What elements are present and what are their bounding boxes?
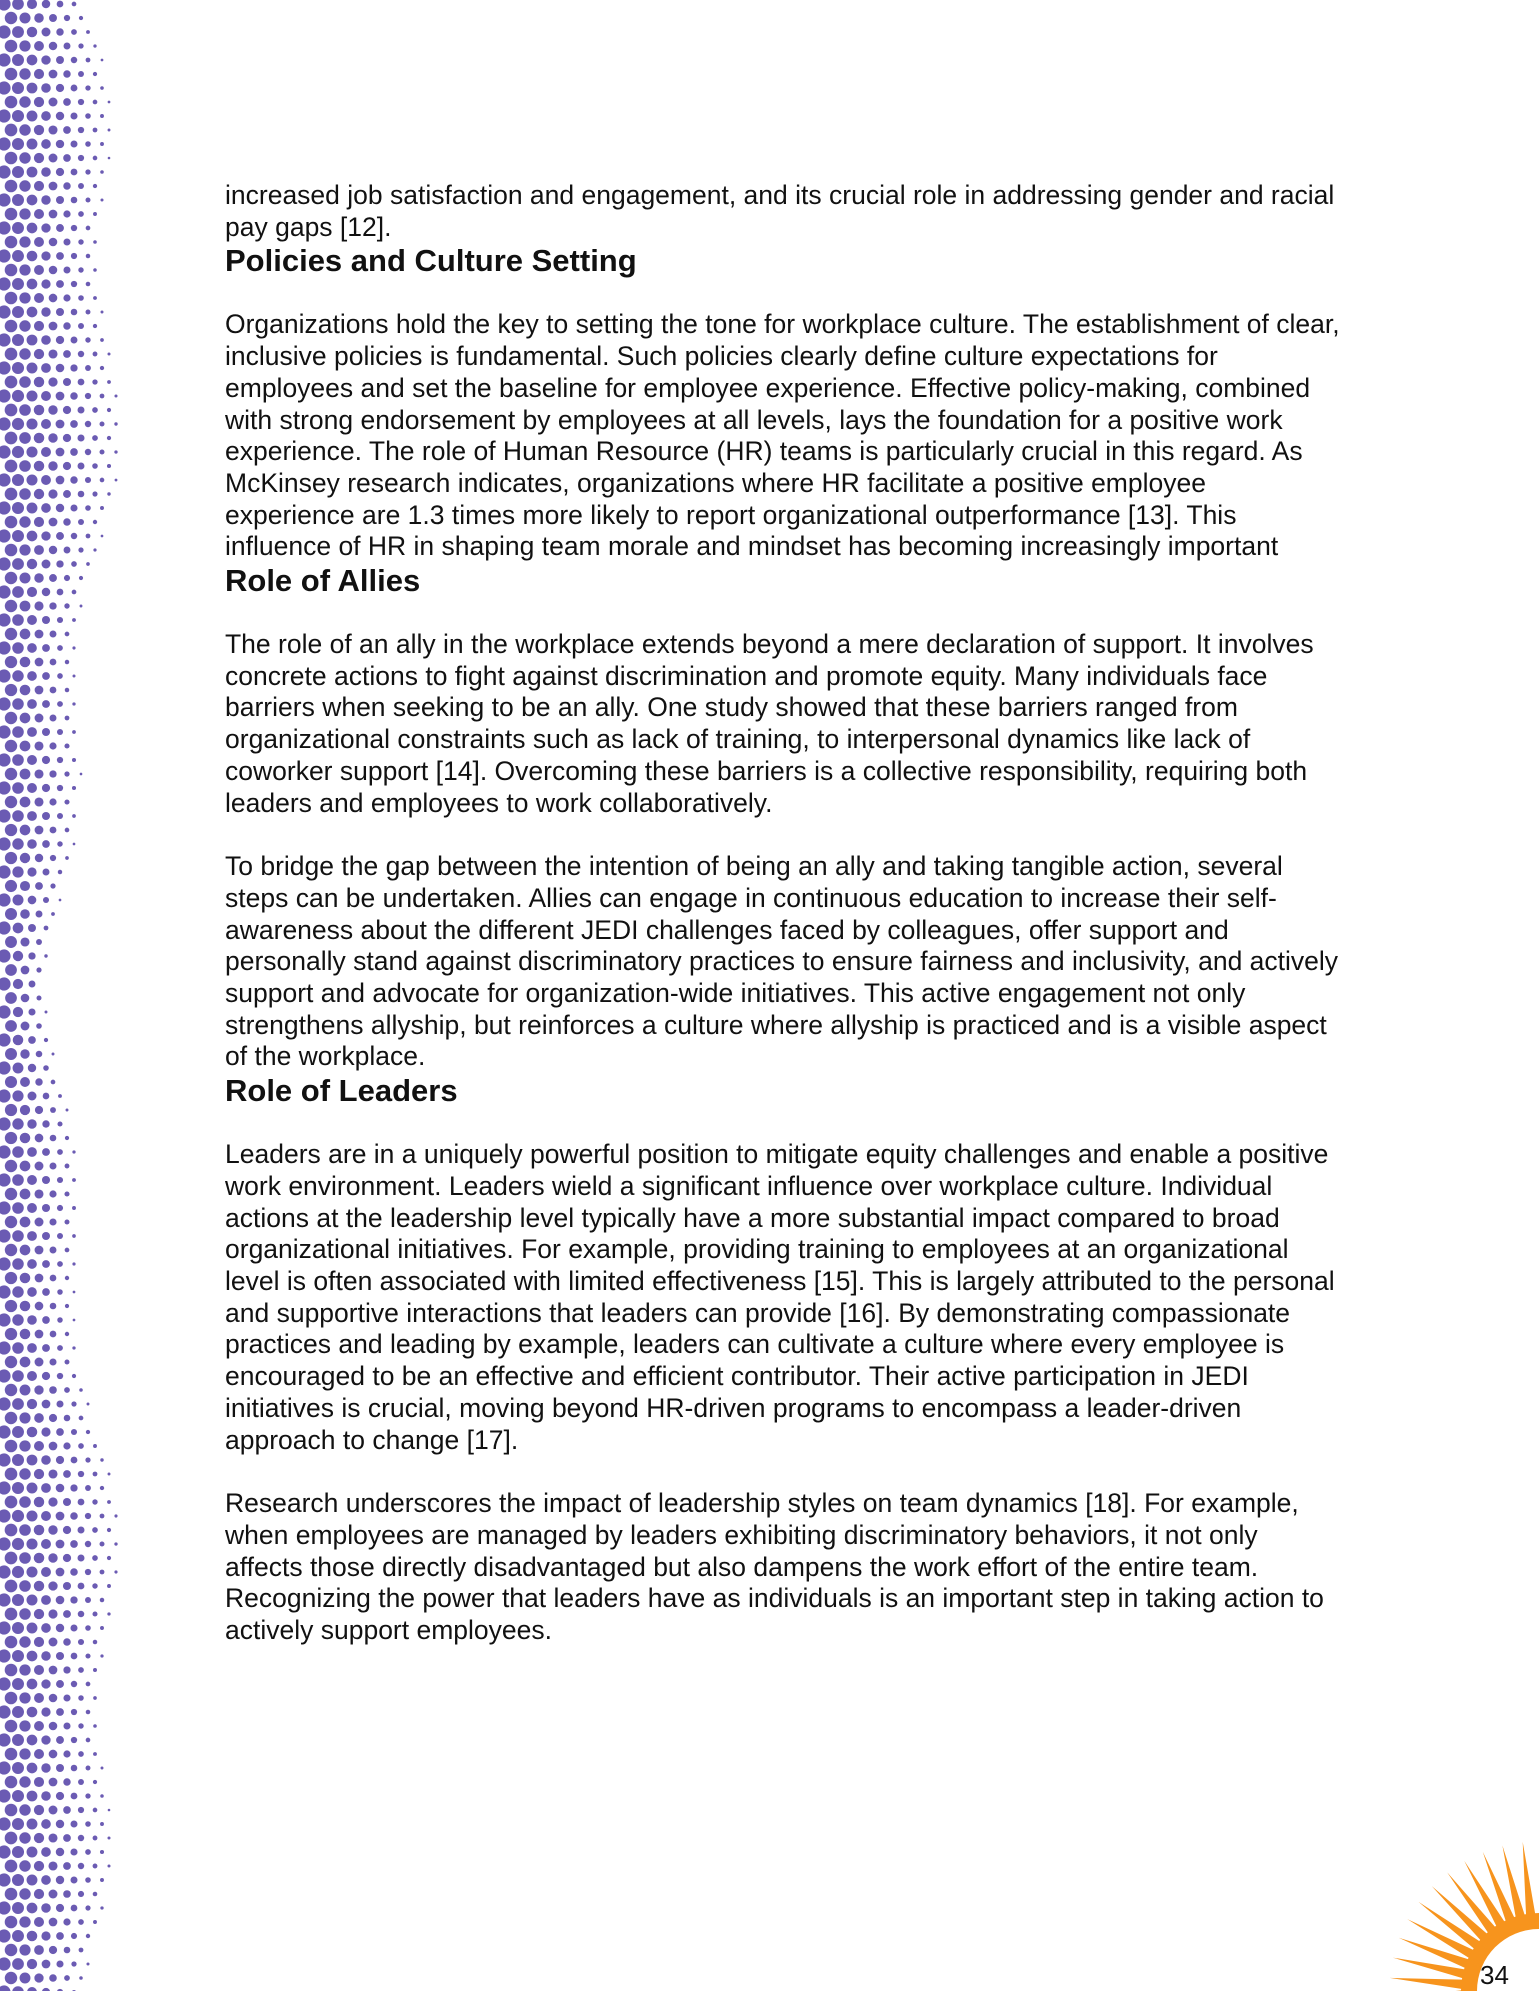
allies-paragraph-2: To bridge the gap between the intention of being an ally and taking tangible action, several steps can be undertaken. Allies can engage in continuous education to increase their self-awareness about the different JEDI challenges faced by colleagues, offer support and personally stand against discriminatory practices to ensure fairness and inclusivity, and actively support and advocate for organization-wide initiatives. This active engagement not only strengthens allyship, but reinforces a culture where allyship is practiced and is a visible aspect of the workplace. [225,851,1339,1072]
section-heading-policies: Policies and Culture Setting [225,243,637,279]
section-heading-allies: Role of Allies [225,563,421,599]
policies-paragraph-1: Organizations hold the key to setting the tone for workplace culture. The establishment of clear, inclusive policies is fundamental. Such policies clearly define culture expectations for employees and set the baseline for employee experience. Effective policy-making, combined with strong endorsement by employees at all levels, lays the foundation for a positive work experience. The role of Human Resource (HR) teams is particularly crucial in this regard. As McKinsey research indicates, organizations where HR facilitate a positive employee experience are 1.3 times more likely to report organizational outperformance [13]. This influence of HR in shaping team morale and mindset has becoming increasingly important [225,309,1340,562]
leaders-paragraph-2: Research underscores the impact of leadership styles on team dynamics [18]. For example, when employees are managed by leaders exhibiting discriminatory behaviors, it not only affects those directly disadvantaged but also dampens the work effort of the entire team. Recognizing the power that leaders have as individuals is an important step in taking action to actively support employees. [225,1488,1324,1646]
halftone-border-decoration [0,0,140,1991]
leaders-paragraph-1: Leaders are in a uniquely powerful position to mitigate equity challenges and enable a positive work environment. Leaders wield a significant influence over workplace culture. Individual actions at the leadership level typically have a more substantial impact compared to broad organizational initiatives. For example, providing training to employees at an organizational level is often associated with limited effectiveness [15]. This is largely attributed to the personal and supportive interactions that leaders can provide [16]. By demonstrating compassionate practices and leading by example, leaders can cultivate a culture where every employee is encouraged to be an effective and efficient contributor. Their active participation in JEDI initiatives is crucial, moving beyond HR-driven programs to encompass a leader-driven approach to change [17]. [225,1139,1335,1455]
section-heading-leaders: Role of Leaders [225,1073,458,1109]
page-number: 34 [1480,1960,1509,1990]
allies-paragraph-1: The role of an ally in the workplace extends beyond a mere declaration of support. It involves concrete actions to fight against discrimination and promote equity. Many individuals face barriers when seeking to be an ally. One study showed that these barriers ranged from organizational constraints such as lack of training, to interpersonal dynamics like lack of coworker support [14]. Overcoming these barriers is a collective responsibility, requiring both leaders and employees to work collaboratively. [225,629,1314,818]
page-content [225,180,1340,1647]
sun-icon [1380,1820,1539,1991]
intro-paragraph: increased job satisfaction and engagement, and its crucial role in addressing gender and racial pay gaps [12]. [225,180,1335,242]
